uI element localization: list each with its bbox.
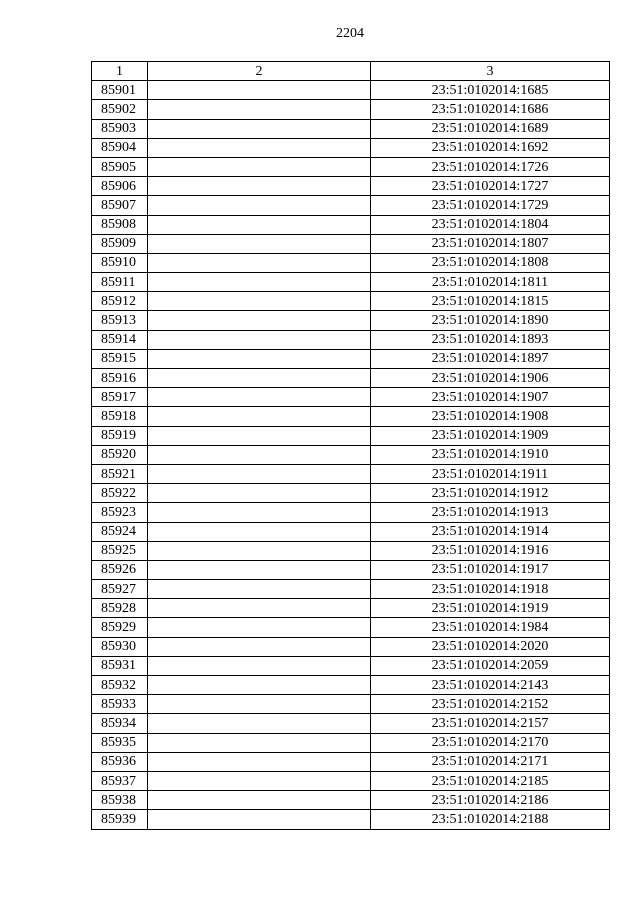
row-number-cell: 85938	[92, 791, 148, 810]
row-number-cell: 85931	[92, 656, 148, 675]
row-empty-cell	[148, 752, 371, 771]
table-row	[92, 234, 610, 253]
table-row	[92, 292, 610, 311]
table-row	[92, 656, 610, 675]
table-row	[92, 771, 610, 790]
row-empty-cell	[148, 503, 371, 522]
cadastral-number-cell: 23:51:0102014:1913	[371, 503, 610, 522]
table-row	[92, 196, 610, 215]
row-number-cell: 85921	[92, 464, 148, 483]
table-row	[92, 695, 610, 714]
table-row	[92, 157, 610, 176]
header-col-2: 2	[148, 62, 371, 81]
row-number-cell: 85916	[92, 369, 148, 388]
cadastral-number-cell: 23:51:0102014:1893	[371, 330, 610, 349]
row-number-cell: 85902	[92, 100, 148, 119]
table-row	[92, 273, 610, 292]
row-empty-cell	[148, 810, 371, 829]
row-number-cell: 85919	[92, 426, 148, 445]
header-col-3: 3	[371, 62, 610, 81]
cadastral-number-cell: 23:51:0102014:1815	[371, 292, 610, 311]
row-number-cell: 85929	[92, 618, 148, 637]
table-row	[92, 637, 610, 656]
table-row	[92, 311, 610, 330]
row-empty-cell	[148, 522, 371, 541]
row-number-cell: 85901	[92, 81, 148, 100]
cadastral-number-cell: 23:51:0102014:1890	[371, 311, 610, 330]
table-row	[92, 445, 610, 464]
row-empty-cell	[148, 369, 371, 388]
row-number-cell: 85908	[92, 215, 148, 234]
cadastral-number-cell: 23:51:0102014:2171	[371, 752, 610, 771]
row-empty-cell	[148, 560, 371, 579]
row-empty-cell	[148, 464, 371, 483]
row-number-cell: 85903	[92, 119, 148, 138]
row-empty-cell	[148, 426, 371, 445]
row-empty-cell	[148, 733, 371, 752]
table-row	[92, 599, 610, 618]
table-row	[92, 618, 610, 637]
cadastral-number-cell: 23:51:0102014:1808	[371, 253, 610, 272]
row-empty-cell	[148, 177, 371, 196]
cadastral-number-cell: 23:51:0102014:1692	[371, 138, 610, 157]
row-number-cell: 85911	[92, 273, 148, 292]
row-empty-cell	[148, 157, 371, 176]
cadastral-number-cell: 23:51:0102014:1726	[371, 157, 610, 176]
cadastral-number-cell: 23:51:0102014:1727	[371, 177, 610, 196]
row-number-cell: 85913	[92, 311, 148, 330]
row-number-cell: 85912	[92, 292, 148, 311]
row-number-cell: 85922	[92, 484, 148, 503]
row-empty-cell	[148, 349, 371, 368]
cadastral-number-cell: 23:51:0102014:1984	[371, 618, 610, 637]
cadastral-number-cell: 23:51:0102014:1811	[371, 273, 610, 292]
table-row	[92, 733, 610, 752]
row-number-cell: 85937	[92, 771, 148, 790]
cadastral-number-cell: 23:51:0102014:1804	[371, 215, 610, 234]
registry-table	[91, 61, 610, 830]
row-empty-cell	[148, 695, 371, 714]
row-empty-cell	[148, 618, 371, 637]
row-empty-cell	[148, 445, 371, 464]
row-number-cell: 85936	[92, 752, 148, 771]
row-empty-cell	[148, 196, 371, 215]
row-number-cell: 85932	[92, 676, 148, 695]
table-row	[92, 369, 610, 388]
row-number-cell: 85917	[92, 388, 148, 407]
table-row	[92, 426, 610, 445]
row-number-cell: 85915	[92, 349, 148, 368]
table-row	[92, 388, 610, 407]
row-number-cell: 85920	[92, 445, 148, 464]
cadastral-number-cell: 23:51:0102014:2186	[371, 791, 610, 810]
table-row	[92, 484, 610, 503]
cadastral-number-cell: 23:51:0102014:1909	[371, 426, 610, 445]
cadastral-number-cell: 23:51:0102014:1689	[371, 119, 610, 138]
table-row	[92, 752, 610, 771]
cadastral-number-cell: 23:51:0102014:1919	[371, 599, 610, 618]
row-number-cell: 85927	[92, 580, 148, 599]
row-number-cell: 85909	[92, 234, 148, 253]
cadastral-number-cell: 23:51:0102014:1912	[371, 484, 610, 503]
table-header-row	[92, 62, 610, 81]
row-number-cell: 85925	[92, 541, 148, 560]
row-empty-cell	[148, 541, 371, 560]
table-row	[92, 349, 610, 368]
row-empty-cell	[148, 771, 371, 790]
table-row	[92, 791, 610, 810]
row-number-cell: 85904	[92, 138, 148, 157]
row-number-cell: 85918	[92, 407, 148, 426]
table-row	[92, 580, 610, 599]
row-empty-cell	[148, 407, 371, 426]
table-row	[92, 100, 610, 119]
row-empty-cell	[148, 388, 371, 407]
row-number-cell: 85928	[92, 599, 148, 618]
table-row	[92, 81, 610, 100]
row-number-cell: 85924	[92, 522, 148, 541]
cadastral-number-cell: 23:51:0102014:2059	[371, 656, 610, 675]
row-empty-cell	[148, 100, 371, 119]
row-empty-cell	[148, 676, 371, 695]
table-row	[92, 407, 610, 426]
table-row	[92, 215, 610, 234]
row-empty-cell	[148, 714, 371, 733]
row-empty-cell	[148, 234, 371, 253]
row-number-cell: 85939	[92, 810, 148, 829]
row-empty-cell	[148, 292, 371, 311]
row-empty-cell	[148, 138, 371, 157]
row-number-cell: 85907	[92, 196, 148, 215]
row-number-cell: 85906	[92, 177, 148, 196]
row-empty-cell	[148, 791, 371, 810]
row-number-cell: 85926	[92, 560, 148, 579]
table-row	[92, 177, 610, 196]
row-number-cell: 85933	[92, 695, 148, 714]
cadastral-number-cell: 23:51:0102014:2170	[371, 733, 610, 752]
cadastral-number-cell: 23:51:0102014:1911	[371, 464, 610, 483]
table-row	[92, 522, 610, 541]
table-row	[92, 330, 610, 349]
cadastral-number-cell: 23:51:0102014:1908	[371, 407, 610, 426]
cadastral-number-cell: 23:51:0102014:2152	[371, 695, 610, 714]
cadastral-number-cell: 23:51:0102014:1910	[371, 445, 610, 464]
row-empty-cell	[148, 311, 371, 330]
cadastral-number-cell: 23:51:0102014:1685	[371, 81, 610, 100]
row-number-cell: 85905	[92, 157, 148, 176]
table-row	[92, 810, 610, 829]
table-row	[92, 714, 610, 733]
cadastral-number-cell: 23:51:0102014:1916	[371, 541, 610, 560]
row-empty-cell	[148, 273, 371, 292]
table-row	[92, 253, 610, 272]
cadastral-number-cell: 23:51:0102014:1918	[371, 580, 610, 599]
cadastral-number-cell: 23:51:0102014:1907	[371, 388, 610, 407]
row-number-cell: 85930	[92, 637, 148, 656]
cadastral-number-cell: 23:51:0102014:1729	[371, 196, 610, 215]
cadastral-number-cell: 23:51:0102014:2143	[371, 676, 610, 695]
table-row	[92, 119, 610, 138]
table-body	[92, 62, 610, 830]
row-empty-cell	[148, 580, 371, 599]
page-number: 2204	[336, 26, 364, 41]
header-col-1: 1	[92, 62, 148, 81]
row-number-cell: 85935	[92, 733, 148, 752]
cadastral-number-cell: 23:51:0102014:1686	[371, 100, 610, 119]
table-row	[92, 464, 610, 483]
cadastral-number-cell: 23:51:0102014:2020	[371, 637, 610, 656]
row-empty-cell	[148, 81, 371, 100]
row-empty-cell	[148, 330, 371, 349]
cadastral-number-cell: 23:51:0102014:2157	[371, 714, 610, 733]
row-number-cell: 85914	[92, 330, 148, 349]
table-row	[92, 138, 610, 157]
table-row	[92, 503, 610, 522]
row-empty-cell	[148, 215, 371, 234]
row-empty-cell	[148, 253, 371, 272]
table-row	[92, 560, 610, 579]
cadastral-number-cell: 23:51:0102014:1897	[371, 349, 610, 368]
table-row	[92, 541, 610, 560]
cadastral-number-cell: 23:51:0102014:2188	[371, 810, 610, 829]
row-number-cell: 85923	[92, 503, 148, 522]
row-number-cell: 85934	[92, 714, 148, 733]
table-row	[92, 676, 610, 695]
row-empty-cell	[148, 637, 371, 656]
row-empty-cell	[148, 484, 371, 503]
cadastral-number-cell: 23:51:0102014:1807	[371, 234, 610, 253]
row-empty-cell	[148, 119, 371, 138]
row-empty-cell	[148, 599, 371, 618]
cadastral-number-cell: 23:51:0102014:1906	[371, 369, 610, 388]
cadastral-number-cell: 23:51:0102014:1914	[371, 522, 610, 541]
row-number-cell: 85910	[92, 253, 148, 272]
row-empty-cell	[148, 656, 371, 675]
cadastral-number-cell: 23:51:0102014:1917	[371, 560, 610, 579]
cadastral-number-cell: 23:51:0102014:2185	[371, 771, 610, 790]
